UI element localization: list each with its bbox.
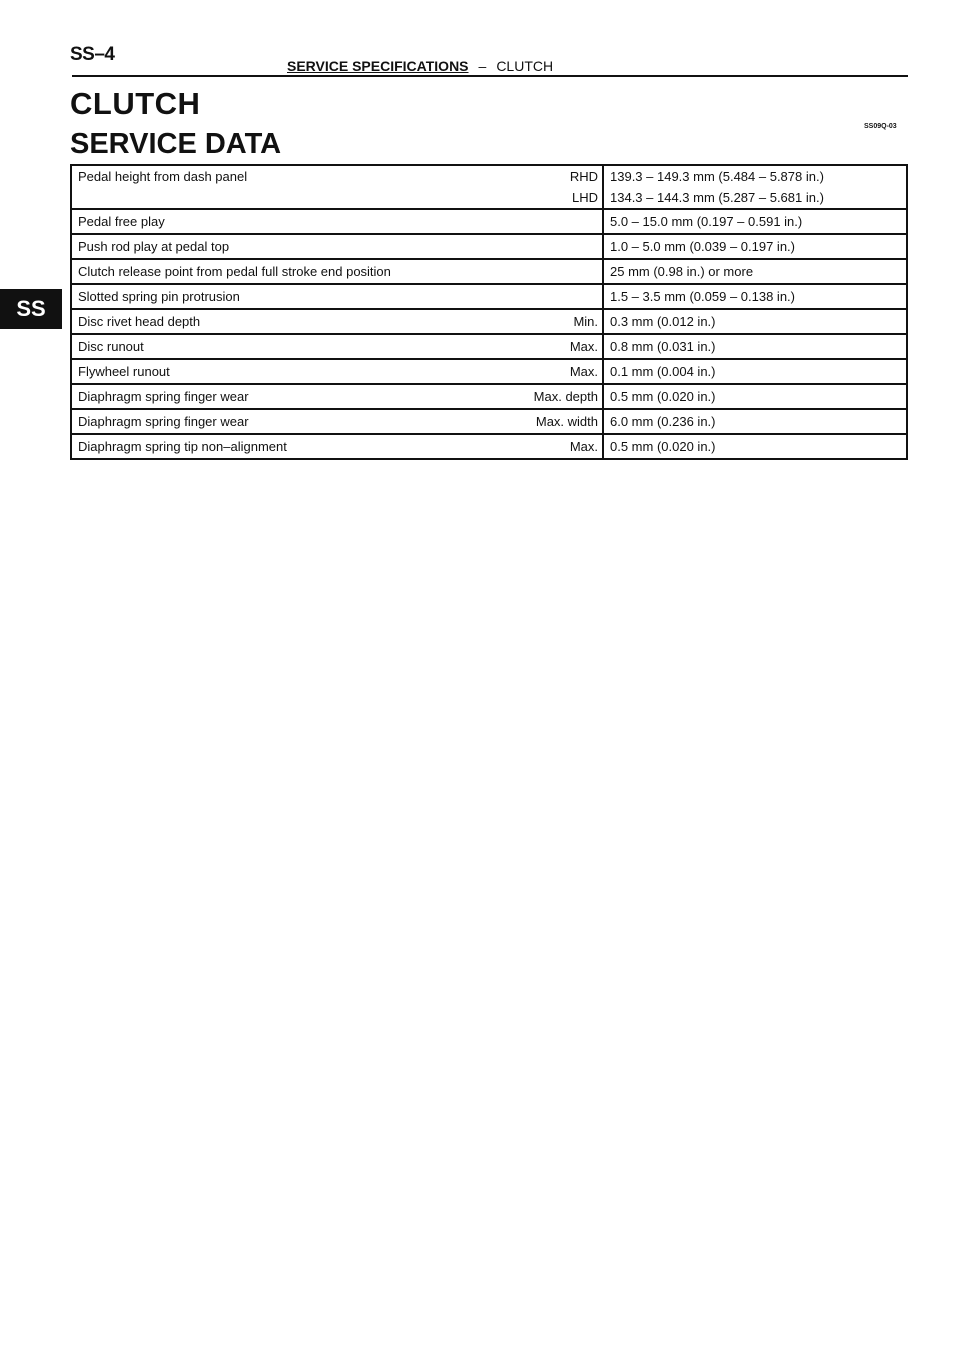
header-dash: –	[478, 58, 487, 74]
table-row	[71, 359, 907, 384]
spec-qualifier: Min.	[573, 314, 598, 329]
table-row	[71, 209, 907, 234]
spec-value: 1.0 – 5.0 mm (0.039 – 0.197 in.)	[610, 239, 795, 254]
spec-item: Clutch release point from pedal full stroke end position	[71, 259, 528, 284]
spec-value-cell	[603, 334, 907, 359]
spec-qualifier: Max.	[569, 339, 598, 354]
spec-value-cell	[603, 384, 907, 409]
section-tab: SS	[0, 289, 62, 329]
spec-value: 25 mm (0.98 in.) or more	[610, 264, 754, 279]
spec-value-cell	[603, 434, 907, 459]
header-section: SERVICE SPECIFICATIONS	[287, 58, 469, 74]
spec-qualifier: Max.	[569, 439, 598, 454]
spec-value-cell	[603, 234, 907, 259]
spec-value-cell	[603, 209, 907, 234]
spec-qualifier-cell	[528, 209, 603, 234]
spec-qualifier-cell	[528, 409, 603, 434]
page-title: CLUTCH	[70, 86, 201, 121]
document-code: SS09Q-03	[864, 123, 897, 130]
spec-qualifier-cell	[528, 384, 603, 409]
spec-value-cell	[603, 409, 907, 434]
section-title: SERVICE DATA	[70, 128, 282, 160]
spec-qualifier-cell	[528, 334, 603, 359]
spec-item: Diaphragm spring finger wear	[71, 409, 528, 434]
spec-value-cell	[603, 359, 907, 384]
spec-value-cell	[603, 165, 907, 209]
spec-value: 5.0 – 15.0 mm (0.197 – 0.591 in.)	[610, 214, 803, 229]
header-topic: CLUTCH	[496, 58, 554, 74]
table-row	[71, 234, 907, 259]
spec-qualifier-cell	[528, 284, 603, 309]
spec-qualifier: Max.	[569, 364, 598, 379]
spec-qualifier: Max. width	[535, 414, 598, 429]
spec-value: 6.0 mm (0.236 in.)	[610, 414, 716, 429]
spec-value: 134.3 – 144.3 mm (5.287 – 5.681 in.)	[610, 190, 824, 205]
spec-value-cell	[603, 284, 907, 309]
spec-value: 0.3 mm (0.012 in.)	[610, 314, 716, 329]
spec-qualifier: Max. depth	[533, 389, 598, 404]
running-header	[287, 59, 553, 74]
spec-value: 0.8 mm (0.031 in.)	[610, 339, 716, 354]
spec-item: Diaphragm spring finger wear	[71, 384, 528, 409]
spec-item: Flywheel runout	[71, 359, 528, 384]
table-row	[71, 334, 907, 359]
spec-qualifier: LHD	[571, 190, 598, 205]
table-row	[71, 165, 907, 209]
spec-item: Disc rivet head depth	[71, 309, 528, 334]
page-number: SS–4	[70, 44, 115, 65]
spec-value-cell	[603, 309, 907, 334]
spec-item: Pedal height from dash panel	[71, 165, 528, 209]
spec-item: Push rod play at pedal top	[71, 234, 528, 259]
spec-value: 139.3 – 149.3 mm (5.484 – 5.878 in.)	[610, 169, 824, 184]
spec-qualifier-cell	[528, 165, 603, 209]
spec-value: 0.5 mm (0.020 in.)	[610, 439, 716, 454]
spec-item: Pedal free play	[71, 209, 528, 234]
table-row	[71, 284, 907, 309]
spec-value: 0.1 mm (0.004 in.)	[610, 364, 716, 379]
spec-item: Disc runout	[71, 334, 528, 359]
table-row	[71, 384, 907, 409]
spec-value-cell	[603, 259, 907, 284]
table-row	[71, 309, 907, 334]
spec-item: Slotted spring pin protrusion	[71, 284, 528, 309]
service-data-body	[71, 165, 907, 459]
spec-qualifier-cell	[528, 309, 603, 334]
spec-value: 1.5 – 3.5 mm (0.059 – 0.138 in.)	[610, 289, 795, 304]
spec-qualifier-cell	[528, 359, 603, 384]
table-row	[71, 409, 907, 434]
spec-qualifier-cell	[528, 259, 603, 284]
spec-qualifier-cell	[528, 234, 603, 259]
service-data-table	[70, 164, 908, 460]
spec-value: 0.5 mm (0.020 in.)	[610, 389, 716, 404]
table-row	[71, 434, 907, 459]
spec-qualifier-cell	[528, 434, 603, 459]
table-row	[71, 259, 907, 284]
spec-qualifier: RHD	[569, 169, 598, 184]
spec-item: Diaphragm spring tip non–alignment	[71, 434, 528, 459]
